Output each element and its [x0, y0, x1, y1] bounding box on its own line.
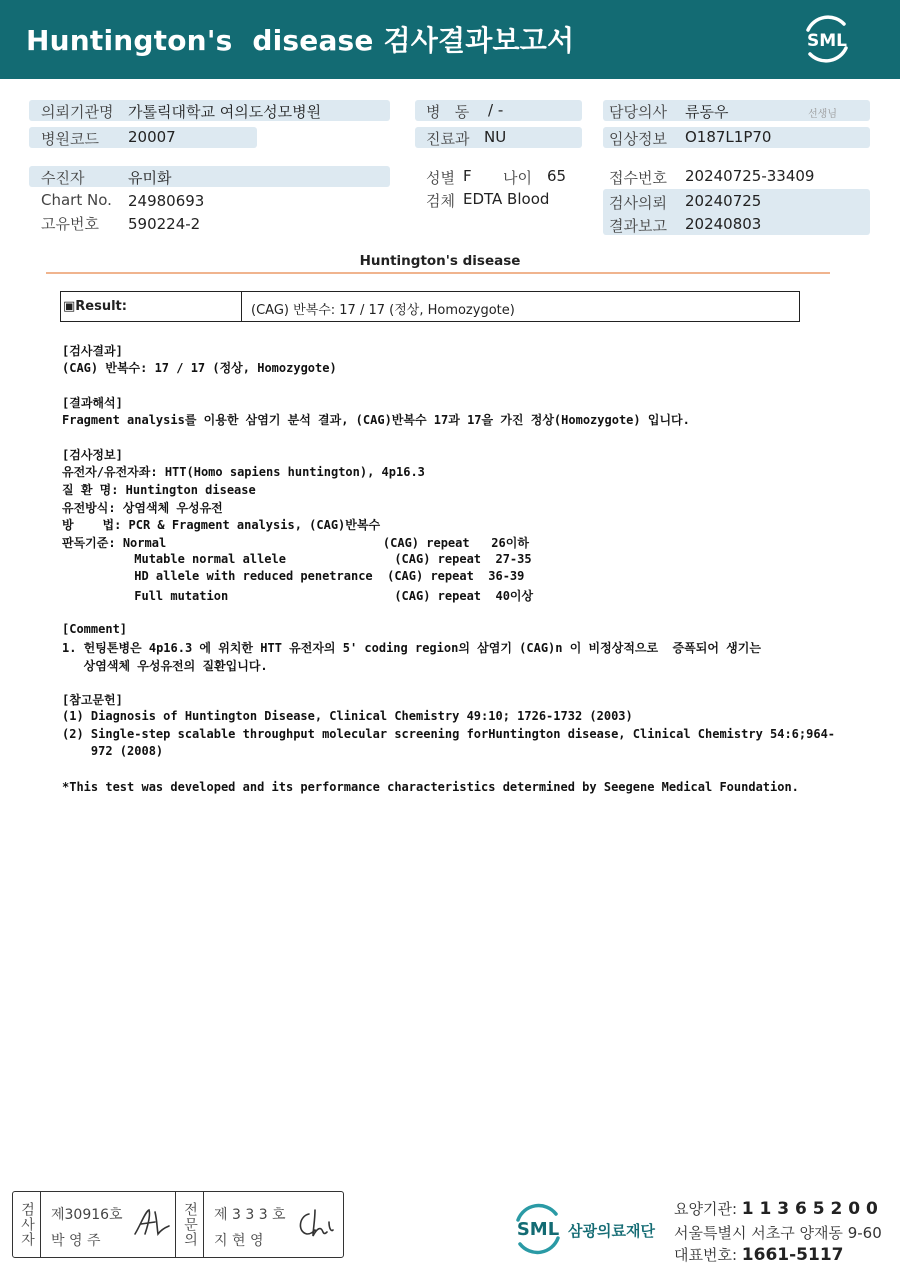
receipt-no-label: 접수번호 — [609, 169, 667, 187]
request-date-value: 20240725 — [685, 192, 762, 210]
phone — [674, 1244, 843, 1265]
sex-label: 성별 — [426, 169, 455, 187]
department-label: 진료과 — [426, 130, 470, 148]
institution-code — [674, 1198, 878, 1219]
report-line: 판독기준: Normal (CAG) repeat 26이하 — [62, 536, 529, 550]
expert-signature-icon — [293, 1206, 337, 1244]
footer-logo-text: SML — [516, 1219, 560, 1240]
phone-label: 대표번호: — [674, 1246, 738, 1264]
result-label: ▣Result: — [61, 292, 242, 321]
specimen-label: 검체 — [426, 192, 455, 210]
result-box — [60, 291, 800, 322]
report-line: HD allele with reduced penetrance (CAG) repeat 36-39 — [62, 569, 525, 583]
age-value: 65 — [547, 167, 567, 185]
institution-code-label: 요양기관: — [674, 1200, 738, 1218]
report-heading: [참고문헌] — [62, 693, 123, 707]
expert-name: 지 현 영 — [214, 1233, 264, 1249]
report-line: (2) Single-step scalable throughput molecular screening forHuntington disease, Clinical Chemistry 54:6;964- — [62, 727, 836, 741]
unique-id-label: 고유번호 — [41, 215, 99, 233]
patient-value: 유미화 — [128, 169, 172, 187]
clinical-info-label: 임상정보 — [609, 130, 667, 148]
inspector-label-text: 검사자 — [19, 1202, 35, 1247]
report-line: Mutable normal allele (CAG) repeat 27-35 — [62, 552, 532, 566]
doctor-suffix: 선생님 — [808, 109, 837, 120]
chart-no-value: 24980693 — [128, 192, 205, 210]
clinical-info-value: O187L1P70 — [685, 128, 772, 146]
report-header — [0, 0, 900, 79]
patient-label: 수진자 — [41, 169, 85, 187]
report-line: 질 환 명: Huntington disease — [62, 483, 256, 497]
logo-text: SML — [807, 31, 847, 51]
report-date-value: 20240803 — [685, 215, 762, 233]
report-line: 유전자/유전자좌: HTT(Homo sapiens huntington), 4p16.3 — [62, 465, 425, 479]
institution-code-value: 1 1 3 6 5 2 0 0 — [741, 1199, 878, 1219]
report-line: 유전방식: 상염색체 우성유전 — [62, 501, 223, 515]
foundation-logo-icon — [510, 1200, 566, 1256]
report-heading: [결과해석] — [62, 396, 123, 410]
inspector-license: 제30916호 — [51, 1207, 123, 1223]
report-line: Fragment analysis를 이용한 삼염기 분석 결과, (CAG)반복수 17과 17을 가진 정상(Homozygote) 입니다. — [62, 413, 690, 427]
hospital-code-value: 20007 — [128, 128, 176, 146]
address: 서울특별시 서초구 양재동 9-60 — [674, 1224, 882, 1242]
signature-box — [12, 1191, 344, 1258]
report-heading: [Comment] — [62, 622, 128, 636]
expert-label — [176, 1192, 204, 1257]
age-label: 나이 — [503, 169, 532, 187]
report-line: 상염색체 우성유전의 질환입니다. — [62, 659, 268, 673]
hospital-code-label: 병원코드 — [41, 130, 99, 148]
chart-no-label: Chart No. — [41, 191, 112, 209]
report-line: (1) Diagnosis of Huntington Disease, Clinical Chemistry 49:10; 1726-1732 (2003) — [62, 709, 633, 723]
report-date-label: 결과보고 — [609, 217, 667, 235]
section-title: Huntington's disease — [359, 253, 521, 269]
hospital-value: 가톨릭대학교 여의도성모병원 — [128, 103, 322, 121]
inspector-signature-icon — [131, 1204, 173, 1242]
doctor-value: 류동우 — [685, 103, 729, 121]
sex-value: F — [463, 167, 472, 185]
request-date-label: 검사의뢰 — [609, 194, 667, 212]
department-value: NU — [484, 128, 507, 146]
report-line: 972 (2008) — [62, 744, 164, 758]
report-line: 1. 헌팅톤병은 4p16.3 에 위치한 HTT 유전자의 5' coding region의 삼염기 (CAG)n 이 비정상적으로 증폭되어 생기는 — [62, 641, 761, 655]
report-title: Huntington's disease 검사결과보고서 — [26, 24, 575, 57]
report-line: 방 법: PCR & Fragment analysis, (CAG)반복수 — [62, 518, 381, 532]
unique-id-value: 590224-2 — [128, 215, 201, 233]
report-heading: [검사정보] — [62, 448, 123, 462]
foundation-name: 삼광의료재단 — [568, 1222, 655, 1240]
receipt-no-value: 20240725-33409 — [685, 167, 815, 185]
doctor-label: 담당의사 — [609, 103, 667, 121]
specimen-value: EDTA Blood — [463, 190, 550, 208]
inspector-name: 박 영 주 — [51, 1233, 101, 1249]
inspector-label — [13, 1192, 41, 1257]
phone-value: 1661-5117 — [741, 1245, 844, 1265]
result-value: (CAG) 반복수: 17 / 17 (정상, Homozygote) — [251, 303, 515, 318]
hospital-label: 의뢰기관명 — [41, 103, 114, 121]
expert-license: 제 3 3 3 호 — [214, 1207, 286, 1223]
sml-logo-icon — [800, 12, 854, 66]
ward-value: / - — [488, 101, 504, 119]
report-line: (CAG) 반복수: 17 / 17 (정상, Homozygote) — [62, 361, 337, 375]
report-line: Full mutation (CAG) repeat 40이상 — [62, 589, 534, 603]
expert-label-text: 전문의 — [182, 1202, 198, 1247]
report-disclaimer: *This test was developed and its performance characteristics determined by Seegene Medical Foundation. — [62, 780, 799, 794]
report-heading: [검사결과] — [62, 344, 123, 358]
section-divider — [46, 272, 830, 274]
ward-label: 병 동 — [426, 103, 470, 121]
